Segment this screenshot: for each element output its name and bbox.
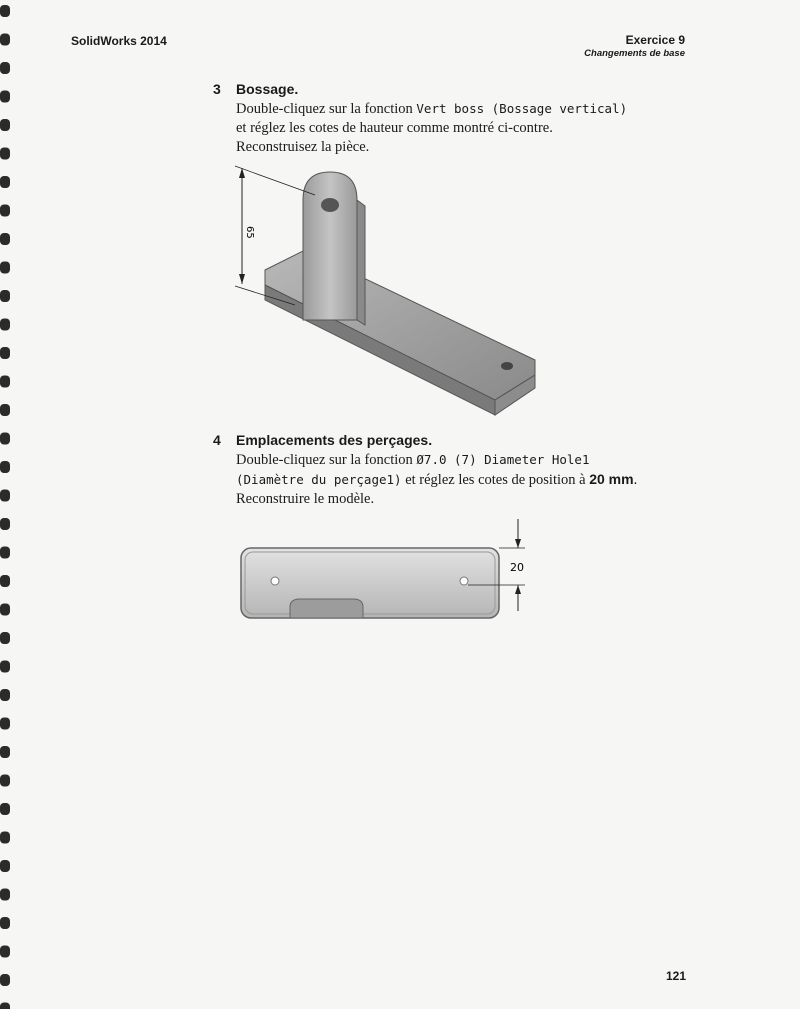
binding-coil bbox=[0, 689, 10, 701]
instruction-text: et réglez les cotes de position à bbox=[401, 472, 590, 488]
binding-coil bbox=[0, 233, 10, 245]
step-number: 3 bbox=[213, 81, 221, 97]
height-dimension: 65 bbox=[244, 226, 255, 239]
binding-coil bbox=[0, 803, 10, 815]
boss-part-figure bbox=[225, 160, 555, 430]
instruction-text: Double-cliquez sur la fonction bbox=[236, 101, 417, 117]
binding-coil bbox=[0, 946, 10, 958]
hole-position-figure bbox=[235, 515, 535, 625]
feature-name: Vert boss (Bossage vertical) bbox=[416, 101, 628, 116]
dimension-value: 20 mm bbox=[589, 471, 634, 487]
instruction-text: . bbox=[633, 472, 638, 488]
binding-coil bbox=[0, 91, 10, 103]
binding-coil bbox=[0, 62, 10, 74]
binding-coil bbox=[0, 205, 10, 217]
binding-coil bbox=[0, 604, 10, 616]
binding-coil bbox=[0, 746, 10, 758]
binding-coil bbox=[0, 1003, 10, 1009]
binding-coil bbox=[0, 5, 10, 17]
binding-coil bbox=[0, 148, 10, 160]
binding-coil bbox=[0, 917, 10, 929]
binding-coil bbox=[0, 518, 10, 530]
exercise-subtitle: Changements de base bbox=[584, 48, 685, 59]
binding-coil bbox=[0, 775, 10, 787]
step-title: Emplacements des perçages. bbox=[236, 432, 433, 448]
binding-coil bbox=[0, 661, 10, 673]
exercise-number: Exercice 9 bbox=[625, 33, 685, 47]
page-number: 121 bbox=[665, 969, 686, 983]
binding-coil bbox=[0, 34, 10, 46]
binding-coil bbox=[0, 347, 10, 359]
binding-coil bbox=[0, 832, 10, 844]
position-dimension: 20 bbox=[510, 561, 524, 574]
binding-coil bbox=[0, 290, 10, 302]
feature-name: Ø7.0 (7) Diameter Hole1 bbox=[416, 452, 590, 467]
binding-coil bbox=[0, 889, 10, 901]
step-number: 4 bbox=[213, 432, 221, 448]
binding-coil bbox=[0, 860, 10, 872]
binding-coil bbox=[0, 974, 10, 986]
instruction-text: et réglez les cotes de hauteur comme montré ci-contre. bbox=[236, 120, 553, 136]
binding-coil bbox=[0, 632, 10, 644]
binding-coil bbox=[0, 461, 10, 473]
instruction-text: Double-cliquez sur la fonction bbox=[236, 452, 417, 468]
book-title: SolidWorks 2014 bbox=[71, 34, 167, 48]
instruction-text: Reconstruisez la pièce. bbox=[236, 139, 370, 155]
binding-coil bbox=[0, 433, 10, 445]
step-instructions bbox=[236, 99, 696, 157]
binding-coil bbox=[0, 547, 10, 559]
binding-coil bbox=[0, 319, 10, 331]
binding-coil bbox=[0, 262, 10, 274]
step-title: Bossage. bbox=[236, 81, 299, 97]
spiral-binding bbox=[0, 0, 14, 1009]
binding-coil bbox=[0, 575, 10, 587]
step-instructions bbox=[236, 450, 696, 509]
binding-coil bbox=[0, 490, 10, 502]
binding-coil bbox=[0, 376, 10, 388]
feature-name: (Diamètre du perçage1) bbox=[236, 472, 402, 487]
binding-coil bbox=[0, 176, 10, 188]
binding-coil bbox=[0, 404, 10, 416]
binding-coil bbox=[0, 718, 10, 730]
chapter-header bbox=[584, 33, 685, 59]
binding-coil bbox=[0, 119, 10, 131]
instruction-text: Reconstruire le modèle. bbox=[236, 491, 375, 507]
